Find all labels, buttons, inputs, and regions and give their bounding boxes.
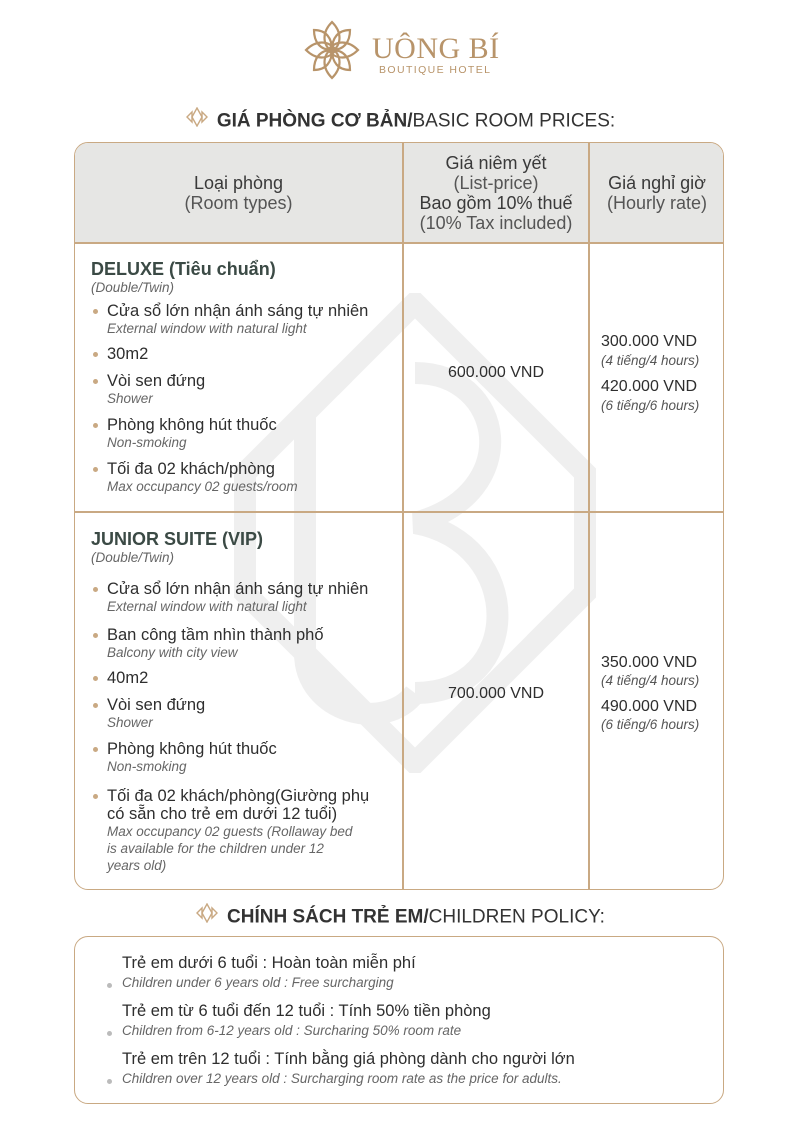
column-divider [402,143,404,889]
lotus-logo-icon [302,18,362,82]
feature-vi: Tối đa 02 khách/phòng(Giường phụ [107,787,370,805]
header-list-price-en: (List-price) [453,173,539,193]
feature-vi: Phòng không hút thuốc [107,740,277,758]
policy-en: Children from 6-12 years old : Surcharing 50% room rate [122,1023,462,1038]
bullet-icon [93,352,98,357]
list-item [91,696,401,731]
feature-vi: Cửa sổ lớn nhận ánh sáng tự nhiên [107,302,369,320]
header-room-type-en: (Room types) [184,193,293,213]
bullet-icon [107,1031,112,1036]
feature-vi: có sẵn cho trẻ em dưới 12 tuổi) [107,805,338,823]
feature-vi: Vòi sen đứng [107,696,206,714]
feature-en: Non-smoking [107,759,187,774]
feature-en: Balcony with city view [107,645,238,660]
column-divider [588,143,590,889]
room-price-table [74,142,724,890]
header-room-type [75,143,402,243]
feature-en: is available for the children under 12 [107,841,324,856]
hourly-duration: (6 tiếng/6 hours) [601,717,700,732]
list-price-junior-suite: 700.000 VND [447,685,545,702]
row-divider [75,511,723,513]
prices-title-en: BASIC ROOM PRICES: [412,110,616,132]
list-price-deluxe: 600.000 VND [447,364,545,381]
policy-section-title [0,906,800,929]
feature-en: years old) [107,858,167,873]
policy-vi: Trẻ em trên 12 tuổi : Tính bằng giá phòng dành cho người lớn [122,1050,575,1068]
room-bed-junior-suite: (Double/Twin) [91,550,175,565]
children-policy-box [74,936,724,1104]
bullet-icon [93,633,98,638]
room-name-junior-suite: JUNIOR SUITE (VIP) [91,529,264,549]
header-room-type-vi: Loại phòng [193,173,284,193]
diamond-ornament-icon [185,107,209,133]
list-item [91,580,401,615]
feature-en: Shower [107,715,153,730]
feature-vi: 40m2 [107,669,149,687]
bullet-icon [93,309,98,314]
header-list-price [403,143,589,243]
list-item [91,372,401,407]
feature-en: External window with natural light [107,321,307,336]
policy-title-en: CHILDREN POLICY: [428,906,605,928]
feature-vi: Cửa sổ lớn nhận ánh sáng tự nhiên [107,580,369,598]
header-tax-vi: Bao gồm 10% thuế [419,193,573,213]
bullet-icon [93,676,98,681]
bullet-icon [93,747,98,752]
bullet-icon [93,467,98,472]
header-list-price-vi: Giá niêm yết [445,153,547,173]
brand-name: UÔNG BÍ [372,32,500,65]
policy-vi: Trẻ em dưới 6 tuổi : Hoàn toàn miễn phí [122,954,416,972]
list-item [91,787,401,874]
feature-en: External window with natural light [107,599,307,614]
header-hourly-vi: Giá nghỉ giờ [608,173,706,193]
policy-title-vi: CHÍNH SÁCH TRẺ EM/ [227,906,429,928]
list-item [91,416,401,451]
bullet-icon [93,587,98,592]
feature-vi: Phòng không hút thuốc [107,416,277,434]
list-item [91,460,401,495]
feature-en: Max occupancy 02 guests/room [107,479,298,494]
hourly-price: 490.000 VND [601,698,698,715]
policy-en: Children under 6 years old : Free surcharging [122,975,394,990]
room-bed-deluxe: (Double/Twin) [91,280,175,295]
feature-en: Non-smoking [107,435,187,450]
hourly-duration: (6 tiếng/6 hours) [601,398,700,413]
prices-section-title [0,110,800,133]
list-item [91,626,401,661]
list-item [91,345,401,363]
hourly-price: 350.000 VND [601,654,698,671]
prices-title-vi: GIÁ PHÒNG CƠ BẢN/ [216,110,413,132]
hourly-duration: (4 tiếng/4 hours) [601,673,700,688]
bullet-icon [107,1079,112,1084]
list-item [91,302,401,337]
feature-vi: 30m2 [107,345,149,363]
diamond-ornament-icon [195,903,219,929]
hourly-duration: (4 tiếng/4 hours) [601,353,700,368]
policy-vi: Trẻ em từ 6 tuổi đến 12 tuổi : Tính 50% tiền phòng [122,1002,491,1020]
bullet-icon [93,379,98,384]
bullet-icon [93,423,98,428]
list-item [91,669,401,687]
feature-vi: Tối đa 02 khách/phòng [107,460,275,478]
hourly-price: 420.000 VND [601,378,698,395]
feature-en: Max occupancy 02 guests (Rollaway bed [107,824,353,839]
hotel-logo [302,18,512,82]
bullet-icon [93,794,98,799]
header-hourly-rate [589,143,724,243]
feature-vi: Vòi sen đứng [107,372,206,390]
feature-vi: Ban công tầm nhìn thành phố [107,626,324,644]
bullet-icon [93,703,98,708]
room-name-deluxe: DELUXE (Tiêu chuẩn) [91,259,276,279]
policy-en: Children over 12 years old : Surcharging room rate as the price for adults. [122,1071,562,1086]
bullet-icon [107,983,112,988]
brand-subtitle: BOUTIQUE HOTEL [379,64,492,76]
hourly-price: 300.000 VND [601,333,698,350]
header-hourly-en: (Hourly rate) [606,193,708,213]
list-item [91,740,401,775]
header-tax-en: (10% Tax included) [419,213,573,233]
feature-en: Shower [107,391,153,406]
